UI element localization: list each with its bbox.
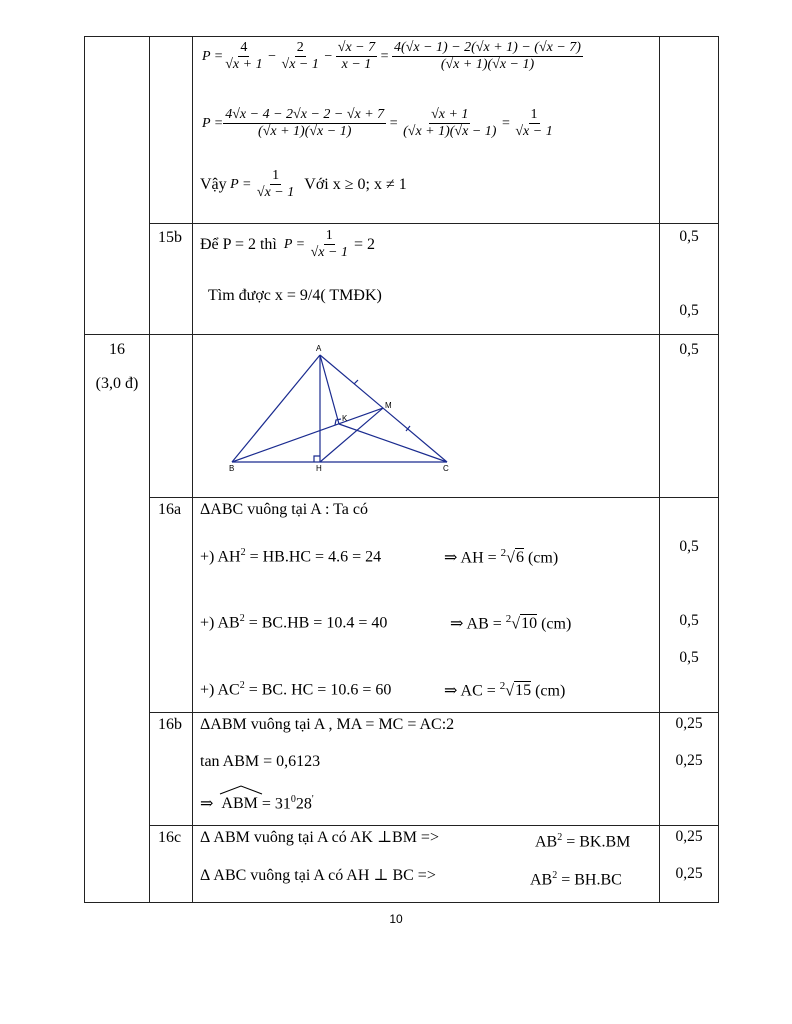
angle-value: = 31 (257, 795, 291, 813)
statement-line: ΔABM vuông tại A , MA = MC = AC:2 (200, 716, 455, 733)
triangle-figure (225, 342, 457, 476)
label-h: H (316, 464, 322, 473)
minus-sign: − (264, 48, 280, 64)
fraction (223, 40, 264, 73)
label-k: K (342, 414, 348, 423)
formula-line-1 (202, 40, 583, 73)
unit: (cm) (523, 549, 559, 567)
ac-computation (200, 677, 391, 699)
statement-line: Δ ABC vuông tại A có AH ⊥ BC => (200, 867, 436, 884)
label-a: A (316, 344, 322, 353)
score-16a-3: 0,5 (679, 649, 699, 666)
equals-value: = 2 (353, 235, 376, 253)
ab-computation (200, 610, 387, 632)
angle-result (200, 791, 314, 813)
label-c: C (443, 464, 449, 473)
fraction-numerator: 1 (325, 228, 333, 243)
table-border (149, 223, 719, 224)
ah-result (444, 544, 558, 567)
expr-middle: = BC. HC = 10.6 = 60 (244, 681, 392, 699)
coefficient: 2 (499, 680, 506, 692)
radical-sign: √ (505, 682, 515, 700)
expr-rhs: = BK.BM (562, 833, 631, 851)
fraction-denominator: √x − 1 (515, 124, 553, 139)
minus-sign: − (320, 48, 336, 64)
fraction (255, 168, 296, 201)
score-15b-2: 0,5 (679, 302, 699, 319)
fraction-denominator: (√x + 1)(√x − 1) (258, 124, 352, 139)
expr-rhs: = BH.BC (557, 871, 622, 889)
tan-line: tan ABM = 0,6123 (200, 753, 321, 770)
score-16c-2: 0,25 (675, 865, 703, 882)
row-label-16c: 16c (158, 829, 182, 846)
expr-result: ⇒ AH = (444, 549, 501, 567)
row-label-15b: 15b (158, 229, 182, 246)
table-border (84, 902, 719, 903)
tick-mark (354, 380, 358, 384)
equals-sign: = (377, 48, 393, 64)
fraction-numerator: 4 (240, 40, 248, 55)
fraction-numerator: √x + 1 (431, 107, 469, 122)
statement-line: ΔABC vuông tại A : Ta có (200, 501, 368, 518)
coefficient: 2 (500, 547, 507, 559)
fraction (401, 107, 498, 140)
result-text: Tìm được x = 9/4( TMĐK) (208, 287, 382, 304)
fraction-denominator: (√x + 1)(√x − 1) (403, 124, 497, 139)
ah-computation (200, 544, 381, 566)
relation-result (530, 867, 622, 889)
fraction-denominator: (√x + 1)(√x − 1) (440, 57, 535, 72)
score-16b-1: 0,25 (675, 715, 703, 732)
fraction-denominator: x − 1 (341, 57, 372, 72)
score-16a-2: 0,5 (679, 612, 699, 629)
fraction (280, 40, 321, 73)
formula-15b: Để P = 2 thì P = $\frac{1}{√x - 1}$ = 2 (200, 228, 376, 260)
fraction (392, 40, 583, 73)
fraction (309, 228, 350, 261)
table-border (659, 36, 660, 903)
table-border (84, 36, 719, 37)
radicand: 10 (521, 615, 538, 633)
page-number: 10 (389, 912, 403, 926)
fraction-numerator: 4(√x − 1) − 2(√x + 1) − (√x − 7) (394, 40, 581, 55)
segment-ak (320, 355, 339, 424)
fraction-numerator: 1 (530, 107, 538, 122)
expr-result: ⇒ AB = (450, 615, 506, 633)
label-b: B (229, 464, 235, 473)
coefficient: 2 (505, 613, 512, 625)
formula-lhs: P = (202, 115, 224, 131)
formula-conclusion: Vậy P = $\frac{1}{√x - 1}$ Với x ≥ 0; x ≠ 1 (200, 168, 407, 200)
prime-sup: ' (311, 794, 314, 805)
radicand: 15 (515, 682, 532, 700)
conclusion-condition: Với x ≥ 0; x ≠ 1 (304, 175, 407, 193)
ac-result (444, 677, 565, 700)
superscript: 2 (239, 680, 245, 691)
expr-result: ⇒ AC = (444, 682, 500, 700)
superscript: 2 (552, 870, 558, 881)
fraction-denominator: √x − 1 (310, 245, 348, 260)
segment-hk (339, 424, 447, 462)
segment-hm (320, 408, 383, 462)
row-label-16b: 16b (158, 716, 182, 733)
angle-name: ABM (221, 795, 258, 813)
fraction-numerator: 1 (272, 168, 280, 183)
relation-result (535, 829, 630, 851)
table-border (84, 334, 719, 335)
angle-hat (219, 785, 263, 795)
row-label-16a: 16a (158, 501, 182, 518)
score-16a-1: 0,5 (679, 538, 699, 555)
unit: (cm) (531, 682, 566, 700)
equals-sign: = (498, 115, 514, 131)
formula-line-2 (202, 107, 555, 140)
fraction (513, 107, 554, 140)
expr-lhs: +) AC (200, 681, 240, 699)
expr-lhs: AB (535, 833, 558, 851)
implies-arrow: ⇒ (200, 795, 214, 813)
superscript: 2 (557, 832, 563, 843)
fraction-denominator: √x − 1 (281, 57, 319, 72)
expr-middle: = BC.HB = 10.4 = 40 (244, 614, 388, 632)
radical-sign: √ (506, 549, 515, 567)
table-border (84, 36, 85, 903)
minutes-value: 28 (295, 795, 312, 813)
expr-lhs: +) AB (200, 614, 240, 632)
label-m: M (385, 401, 392, 410)
score-15b-1: 0,5 (679, 228, 699, 245)
superscript: 2 (239, 613, 245, 624)
score-16b-2: 0,25 (675, 752, 703, 769)
table-border (718, 36, 719, 903)
table-border (192, 36, 193, 903)
expr-lhs: AB (530, 871, 553, 889)
fraction-numerator: 2 (296, 40, 304, 55)
conclusion-label: Vậy (200, 175, 227, 193)
ab-result (450, 610, 571, 633)
score-16c-1: 0,25 (675, 828, 703, 845)
question-points: (3,0 đ) (95, 375, 139, 392)
fraction (223, 107, 386, 140)
table-border (149, 497, 719, 498)
expr-lhs: +) AH (200, 548, 241, 566)
radicand: 6 (515, 549, 524, 567)
degree-sup: 0 (290, 794, 296, 805)
fraction-numerator: √x − 7 (337, 40, 376, 55)
statement-line: Δ ABM vuông tại A có AK ⊥BM => (200, 829, 439, 846)
table-border (149, 712, 719, 713)
table-border (149, 36, 150, 903)
fraction-denominator: √x − 1 (256, 185, 295, 200)
fraction-denominator: √x + 1 (225, 57, 263, 72)
equals-sign: = (386, 115, 402, 131)
score-16: 0,5 (679, 341, 699, 358)
superscript: 2 (240, 547, 246, 558)
question-number: 16 (109, 341, 125, 358)
right-angle-h (314, 456, 320, 462)
fraction-numerator: 4√x − 4 − 2√x − 2 − √x + 7 (225, 107, 385, 122)
fraction (336, 40, 377, 73)
unit: (cm) (537, 615, 572, 633)
formula-lhs: P = (202, 48, 224, 64)
radical-sign: √ (511, 615, 521, 633)
table-border (149, 825, 719, 826)
expr-middle: = HB.HC = 4.6 = 24 (245, 548, 382, 566)
statement-text: Để P = 2 thì (200, 235, 277, 253)
